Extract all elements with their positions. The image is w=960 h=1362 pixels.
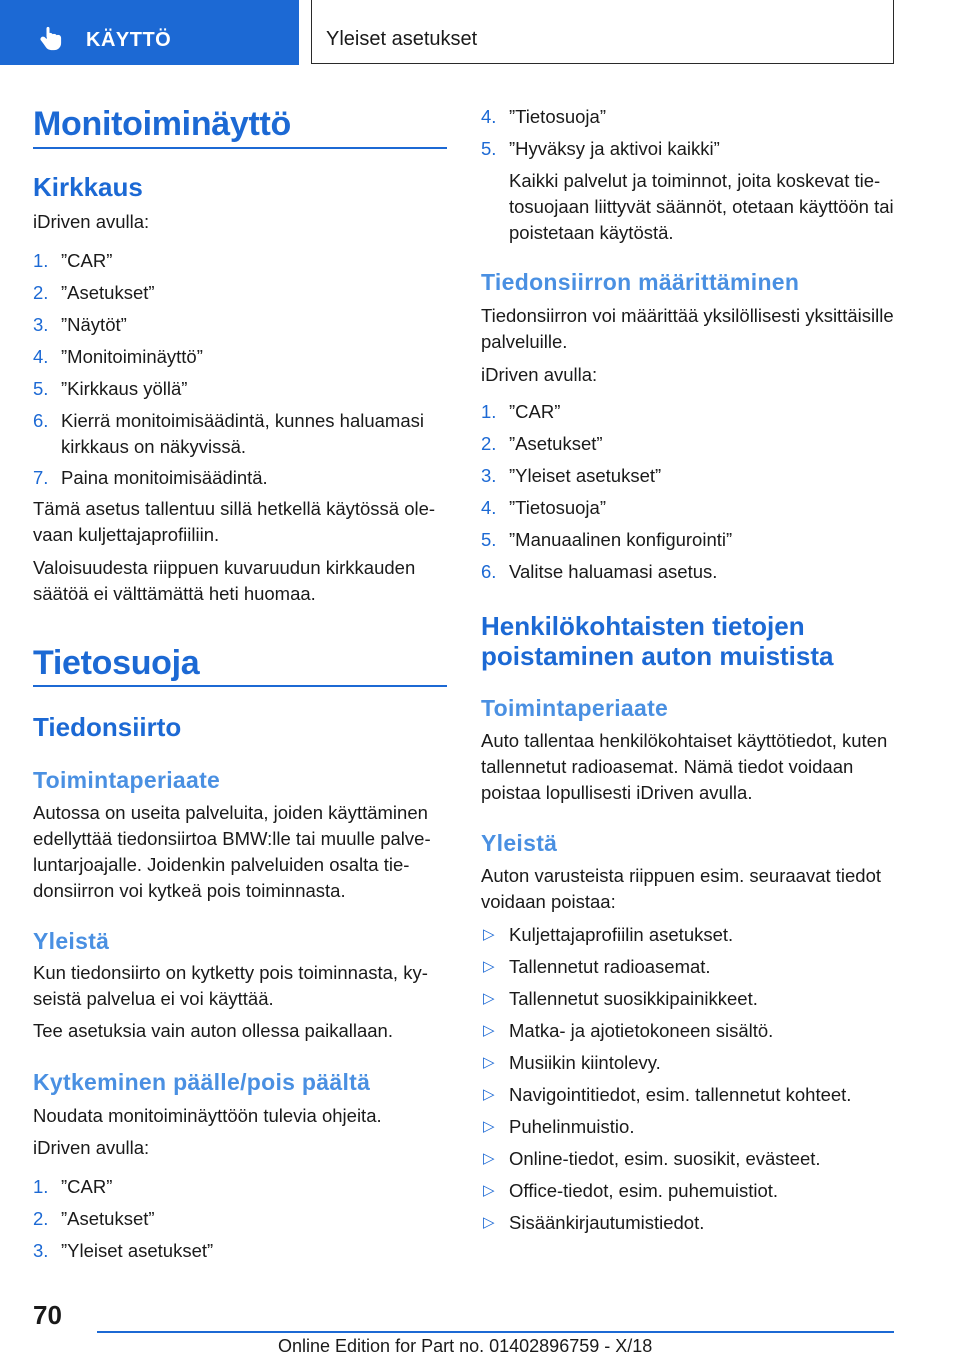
intro-idrive: iDriven avulla: bbox=[33, 1137, 150, 1158]
para-saved: Tämä asetus tallentuu sillä hetkellä käytössä olevaan kuljettajaprofiiliin. bbox=[33, 498, 436, 545]
intro-idrive: iDriven avulla: bbox=[33, 211, 150, 232]
triangle-right-icon: ▷ bbox=[483, 1118, 495, 1135]
heading-delete-line1: Henkilökohtaisten tietojen bbox=[481, 611, 805, 641]
para-onoff: Noudata monitoiminäyttöön tulevia ohjeita. bbox=[33, 1105, 382, 1126]
para-accept: Kaikki palvelut ja toiminnot, joita koskevat tietosuojaan liittyvät säännöt, otetaan käyttöön tai poistetaan käytöstä. bbox=[509, 170, 894, 243]
section-tab[interactable] bbox=[0, 0, 299, 65]
heading-delete-line2: poistaminen auton muistista bbox=[481, 641, 834, 671]
edition-note: Online Edition for Part no. 01402896759 - X/18 bbox=[278, 1336, 653, 1356]
heading-privacy: Tietosuoja bbox=[33, 644, 200, 682]
chapter-title: Yleiset asetukset bbox=[326, 28, 478, 50]
chapter-header bbox=[311, 0, 894, 64]
heading-principle: Toimintaperiaate bbox=[33, 767, 221, 793]
heading-define: Tiedonsiirron määrittäminen bbox=[481, 269, 800, 295]
triangle-right-icon: ▷ bbox=[483, 1054, 495, 1071]
heading-transfer: Tiedonsiirto bbox=[33, 712, 182, 742]
triangle-right-icon: ▷ bbox=[483, 926, 495, 943]
triangle-right-icon: ▷ bbox=[483, 1022, 495, 1039]
section-label: KÄYTTÖ bbox=[86, 29, 172, 51]
para-general-1: Kun tiedonsiirto on kytketty pois toiminnasta, kyseistä palvelua ei voi käyttää. bbox=[33, 962, 428, 1009]
heading-general: Yleistä bbox=[33, 928, 110, 954]
para-define: Tiedonsiirron voi määrittää yksilöllisesti yksittäisille palveluille. bbox=[481, 305, 894, 352]
para-principle: Autossa on useita palveluita, joiden käyttäminen edellyttää tiedonsiirtoa BMW:lle tai muulle palveluntarjoajalle. Joidenkin palveluiden osalta tiedonsiirron voi kytkeä pois toiminnasta. bbox=[33, 802, 431, 901]
heading-onoff: Kytkeminen päälle/pois päältä bbox=[33, 1069, 371, 1095]
para-light: Valoisuudesta riippuen kuvaruudun kirkkauden säätöä ei välttämättä heti huomaa. bbox=[33, 557, 416, 604]
footer-rule bbox=[97, 1331, 894, 1333]
intro-idrive: iDriven avulla: bbox=[481, 364, 598, 385]
heading-monitor: Monitoiminäyttö bbox=[33, 105, 292, 143]
triangle-right-icon: ▷ bbox=[483, 1150, 495, 1167]
triangle-right-icon: ▷ bbox=[483, 1086, 495, 1103]
hand-pointer-icon bbox=[40, 26, 66, 52]
heading-principle: Toimintaperiaate bbox=[481, 695, 669, 721]
para-general: Auton varusteista riippuen esim. seuraavat tiedot voidaan poistaa: bbox=[481, 865, 882, 912]
heading-rule bbox=[33, 147, 447, 149]
triangle-right-icon: ▷ bbox=[483, 1182, 495, 1199]
page-number: 70 bbox=[33, 1300, 62, 1330]
triangle-right-icon: ▷ bbox=[483, 1214, 495, 1231]
para-principle: Auto tallentaa henkilökohtaiset käyttötiedot, kuten tallennetut radioasemat. Nämä tiedot voidaan poistaa lopullisesti iDriven avulla. bbox=[481, 730, 888, 803]
triangle-right-icon: ▷ bbox=[483, 990, 495, 1007]
para-general-2: Tee asetuksia vain auton ollessa paikallaan. bbox=[33, 1020, 393, 1041]
heading-general: Yleistä bbox=[481, 830, 558, 856]
heading-rule bbox=[33, 685, 447, 687]
heading-brightness: Kirkkaus bbox=[33, 172, 143, 202]
triangle-right-icon: ▷ bbox=[483, 958, 495, 975]
